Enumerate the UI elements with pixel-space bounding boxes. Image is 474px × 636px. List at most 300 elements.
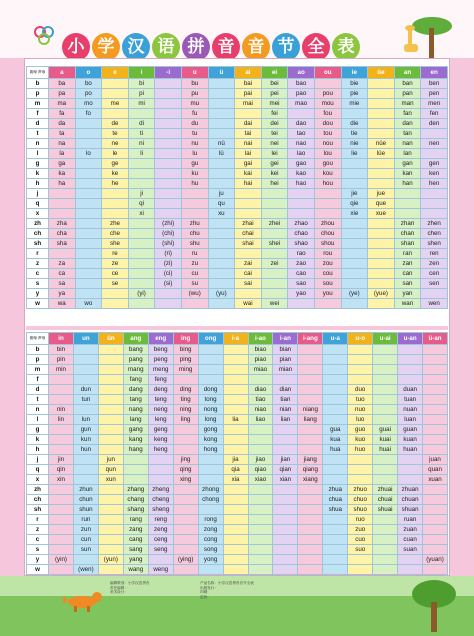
- syllable-cell: [75, 209, 102, 219]
- syllable-cell: [348, 565, 373, 575]
- syllable-cell: [423, 445, 448, 455]
- title-char: 音: [242, 33, 270, 61]
- syllable-cell: [235, 189, 262, 199]
- syllable-cell: [323, 535, 348, 545]
- syllable-cell: [208, 259, 235, 269]
- syllable-cell: zeng: [148, 525, 173, 535]
- syllable-cell: [128, 239, 155, 249]
- syllable-cell: [75, 179, 102, 189]
- syllable-cell: jia: [223, 455, 248, 465]
- table-row: [27, 535, 448, 545]
- syllable-cell: [423, 385, 448, 395]
- syllable-cell: bei: [261, 79, 288, 89]
- syllable-cell: mi: [128, 99, 155, 109]
- table-row: [27, 139, 448, 149]
- syllable-cell: xin: [49, 475, 74, 485]
- syllable-cell: [373, 515, 398, 525]
- syllable-cell: gua: [323, 425, 348, 435]
- syllable-cell: [298, 365, 323, 375]
- syllable-cell: [368, 129, 395, 139]
- syllable-cell: ze: [102, 259, 129, 269]
- syllable-cell: chang: [123, 495, 148, 505]
- syllable-cell: (yun): [98, 555, 123, 565]
- syllable-cell: [73, 345, 98, 355]
- syllable-cell: de: [102, 119, 129, 129]
- syllable-cell: xu: [208, 209, 235, 219]
- syllable-cell: [373, 475, 398, 485]
- syllable-cell: [298, 355, 323, 365]
- initial-cell: n: [27, 405, 49, 415]
- syllable-cell: [223, 435, 248, 445]
- syllable-cell: hun: [73, 445, 98, 455]
- syllable-cell: [423, 345, 448, 355]
- syllable-cell: te: [102, 129, 129, 139]
- syllable-cell: tian: [273, 395, 298, 405]
- syllable-cell: qi: [128, 199, 155, 209]
- syllable-cell: [248, 445, 273, 455]
- syllable-cell: [368, 99, 395, 109]
- syllable-cell: [98, 485, 123, 495]
- syllable-cell: [155, 139, 182, 149]
- poster-header: [0, 0, 474, 58]
- syllable-cell: [49, 425, 74, 435]
- title-char: 学: [92, 33, 120, 61]
- syllable-cell: hong: [198, 445, 223, 455]
- syllable-cell: [273, 425, 298, 435]
- syllable-cell: pu: [181, 89, 208, 99]
- title-char: 拼: [182, 33, 210, 61]
- syllable-cell: fen: [421, 109, 448, 119]
- syllable-cell: pen: [421, 89, 448, 99]
- syllable-cell: [314, 189, 341, 199]
- table-row: [27, 119, 448, 129]
- syllable-cell: [398, 475, 423, 485]
- table-row: [27, 199, 448, 209]
- syllable-cell: [368, 159, 395, 169]
- syllable-cell: wei: [261, 299, 288, 309]
- initial-cell: zh: [27, 485, 49, 495]
- syllable-cell: luo: [348, 415, 373, 425]
- syllable-cell: den: [421, 119, 448, 129]
- syllable-cell: pou: [314, 89, 341, 99]
- syllable-cell: jian: [273, 455, 298, 465]
- syllable-cell: shen: [421, 239, 448, 249]
- initial-cell: b: [27, 345, 49, 355]
- syllable-cell: [423, 435, 448, 445]
- syllable-cell: [198, 345, 223, 355]
- table-row: [27, 299, 448, 309]
- syllable-cell: jun: [98, 455, 123, 465]
- syllable-cell: [49, 375, 74, 385]
- syllable-cell: pin: [49, 355, 74, 365]
- syllable-cell: (wu): [181, 289, 208, 299]
- syllable-cell: dou: [314, 119, 341, 129]
- syllable-cell: ceng: [148, 535, 173, 545]
- syllable-cell: [298, 385, 323, 395]
- syllable-cell: chuan: [398, 495, 423, 505]
- syllable-cell: [398, 375, 423, 385]
- syllable-cell: [102, 79, 129, 89]
- syllable-cell: cang: [123, 535, 148, 545]
- syllable-cell: [323, 475, 348, 485]
- syllable-cell: cheng: [148, 495, 173, 505]
- syllable-cell: [368, 269, 395, 279]
- initial-cell: p: [27, 355, 49, 365]
- syllable-cell: [273, 535, 298, 545]
- syllable-cell: yan: [394, 289, 421, 299]
- syllable-cell: shao: [288, 239, 315, 249]
- syllable-cell: [49, 495, 74, 505]
- initial-cell: c: [27, 535, 49, 545]
- syllable-cell: [373, 565, 398, 575]
- syllable-cell: ran: [394, 249, 421, 259]
- syllable-cell: shuai: [373, 505, 398, 515]
- syllable-cell: tan: [394, 129, 421, 139]
- syllable-cell: cuo: [348, 535, 373, 545]
- initial-cell: p: [27, 89, 49, 99]
- initial-cell: g: [27, 159, 49, 169]
- syllable-cell: [155, 89, 182, 99]
- syllable-cell: [298, 495, 323, 505]
- syllable-cell: kuo: [348, 435, 373, 445]
- syllable-cell: tai: [235, 129, 262, 139]
- syllable-cell: luan: [398, 415, 423, 425]
- syllable-cell: [181, 199, 208, 209]
- syllable-cell: [248, 495, 273, 505]
- syllable-cell: [421, 129, 448, 139]
- syllable-cell: [128, 219, 155, 229]
- title-char: 汉: [122, 33, 150, 61]
- syllable-cell: dei: [261, 119, 288, 129]
- syllable-cell: [373, 415, 398, 425]
- initial-cell: z: [27, 525, 49, 535]
- final-header: o: [75, 67, 102, 79]
- syllable-cell: nang: [123, 405, 148, 415]
- syllable-cell: pao: [288, 89, 315, 99]
- syllable-cell: chai: [235, 229, 262, 239]
- syllable-cell: [98, 525, 123, 535]
- syllable-cell: [273, 495, 298, 505]
- syllable-cell: [75, 249, 102, 259]
- final-header: eng: [148, 333, 173, 345]
- syllable-cell: kun: [73, 435, 98, 445]
- syllable-cell: [398, 455, 423, 465]
- syllable-cell: sao: [288, 279, 315, 289]
- syllable-cell: lüe: [368, 149, 395, 159]
- syllable-cell: [288, 209, 315, 219]
- syllable-cell: [235, 199, 262, 209]
- syllable-cell: kang: [123, 435, 148, 445]
- syllable-cell: [223, 495, 248, 505]
- final-header: u-o: [348, 333, 373, 345]
- syllable-cell: deng: [148, 385, 173, 395]
- syllable-cell: zun: [73, 525, 98, 535]
- syllable-cell: dun: [73, 385, 98, 395]
- syllable-cell: gong: [198, 425, 223, 435]
- table-row: [27, 375, 448, 385]
- syllable-cell: [373, 465, 398, 475]
- syllable-cell: [298, 505, 323, 515]
- syllable-cell: di: [128, 119, 155, 129]
- syllable-cell: tiao: [248, 395, 273, 405]
- syllable-cell: [368, 229, 395, 239]
- syllable-cell: [73, 405, 98, 415]
- syllable-cell: sou: [314, 279, 341, 289]
- syllable-cell: pan: [394, 89, 421, 99]
- syllable-cell: nei: [261, 139, 288, 149]
- syllable-cell: lü: [208, 149, 235, 159]
- initial-cell: j: [27, 189, 49, 199]
- syllable-cell: [223, 395, 248, 405]
- syllable-cell: kua: [323, 435, 348, 445]
- syllable-cell: [208, 169, 235, 179]
- syllable-cell: lian: [273, 415, 298, 425]
- initial-cell: q: [27, 199, 49, 209]
- syllable-cell: [368, 249, 395, 259]
- syllable-cell: kuai: [373, 435, 398, 445]
- syllable-cell: kou: [314, 169, 341, 179]
- syllable-cell: bian: [273, 345, 298, 355]
- syllable-cell: [49, 535, 74, 545]
- syllable-cell: [323, 555, 348, 565]
- syllable-cell: [323, 385, 348, 395]
- syllable-cell: bu: [181, 79, 208, 89]
- syllable-cell: [75, 259, 102, 269]
- syllable-cell: fang: [123, 375, 148, 385]
- syllable-cell: [398, 465, 423, 475]
- syllable-cell: se: [102, 279, 129, 289]
- syllable-cell: [75, 219, 102, 229]
- table-row: [27, 269, 448, 279]
- syllable-cell: ce: [102, 269, 129, 279]
- table-row: [27, 79, 448, 89]
- syllable-cell: dong: [198, 385, 223, 395]
- syllable-cell: ha: [49, 179, 76, 189]
- syllable-cell: [323, 525, 348, 535]
- syllable-cell: mao: [288, 99, 315, 109]
- syllable-table-1: [26, 66, 448, 309]
- syllable-cell: [49, 445, 74, 455]
- syllable-cell: [373, 395, 398, 405]
- syllable-cell: cong: [198, 535, 223, 545]
- syllable-cell: [181, 209, 208, 219]
- syllable-cell: ling: [173, 415, 198, 425]
- syllable-cell: jin: [49, 455, 74, 465]
- syllable-cell: juan: [423, 455, 448, 465]
- initial-cell: m: [27, 365, 49, 375]
- syllable-cell: qiao: [248, 465, 273, 475]
- syllable-cell: bi: [128, 79, 155, 89]
- syllable-cell: [373, 455, 398, 465]
- syllable-cell: [348, 555, 373, 565]
- syllable-cell: wan: [394, 299, 421, 309]
- syllable-cell: [155, 119, 182, 129]
- syllable-cell: zou: [314, 259, 341, 269]
- syllable-cell: [128, 109, 155, 119]
- syllable-cell: re: [102, 249, 129, 259]
- syllable-cell: fu: [181, 109, 208, 119]
- syllable-cell: lu: [181, 149, 208, 159]
- syllable-cell: po: [75, 89, 102, 99]
- syllable-cell: ni: [128, 139, 155, 149]
- syllable-cell: [273, 515, 298, 525]
- syllable-cell: yao: [288, 289, 315, 299]
- syllable-cell: ka: [49, 169, 76, 179]
- syllable-cell: [98, 535, 123, 545]
- syllable-cell: [314, 209, 341, 219]
- syllable-cell: [373, 535, 398, 545]
- syllable-cell: zai: [235, 259, 262, 269]
- syllable-cell: gan: [394, 159, 421, 169]
- syllable-cell: shan: [394, 239, 421, 249]
- table-row: [27, 395, 448, 405]
- table-row: [27, 435, 448, 445]
- syllable-cell: [273, 545, 298, 555]
- syllable-cell: (ying): [173, 555, 198, 565]
- syllable-cell: [298, 435, 323, 445]
- syllable-cell: [248, 525, 273, 535]
- syllable-cell: [373, 355, 398, 365]
- final-header: i-an: [273, 333, 298, 345]
- syllable-cell: qiang: [298, 465, 323, 475]
- syllable-cell: chen: [421, 229, 448, 239]
- syllable-cell: gao: [288, 159, 315, 169]
- syllable-cell: [49, 395, 74, 405]
- syllable-cell: you: [314, 289, 341, 299]
- syllable-cell: [208, 219, 235, 229]
- title-char: 小: [62, 33, 90, 61]
- syllable-cell: [423, 355, 448, 365]
- syllable-cell: [261, 199, 288, 209]
- syllable-cell: [223, 345, 248, 355]
- syllable-cell: [298, 425, 323, 435]
- initial-cell: d: [27, 119, 49, 129]
- syllable-cell: [173, 515, 198, 525]
- syllable-cell: [223, 375, 248, 385]
- syllable-cell: ba: [49, 79, 76, 89]
- syllable-cell: [298, 485, 323, 495]
- syllable-cell: [323, 415, 348, 425]
- syllable-cell: [148, 455, 173, 465]
- syllable-cell: chuo: [348, 495, 373, 505]
- syllable-cell: ca: [49, 269, 76, 279]
- final-header: üe: [368, 67, 395, 79]
- table-row: [27, 545, 448, 555]
- syllable-cell: nai: [235, 139, 262, 149]
- syllable-cell: [173, 425, 198, 435]
- tree-illustration: [404, 578, 460, 634]
- syllable-cell: [261, 209, 288, 219]
- initial-cell: l: [27, 415, 49, 425]
- syllable-cell: liang: [298, 415, 323, 425]
- title-char: 音: [212, 33, 240, 61]
- syllable-cell: (yi): [128, 289, 155, 299]
- initial-cell: t: [27, 129, 49, 139]
- syllable-cell: [75, 119, 102, 129]
- syllable-cell: dian: [273, 385, 298, 395]
- initial-cell: n: [27, 139, 49, 149]
- syllable-cell: [123, 465, 148, 475]
- final-header: u: [181, 67, 208, 79]
- syllable-cell: [323, 545, 348, 555]
- syllable-cell: me: [102, 99, 129, 109]
- syllable-cell: [394, 189, 421, 199]
- syllable-cell: suo: [348, 545, 373, 555]
- syllable-cell: cai: [235, 269, 262, 279]
- syllable-cell: [398, 345, 423, 355]
- syllable-cell: [208, 179, 235, 189]
- syllable-cell: shai: [235, 239, 262, 249]
- syllable-cell: [323, 465, 348, 475]
- table-row: [27, 475, 448, 485]
- syllable-cell: kao: [288, 169, 315, 179]
- syllable-cell: shua: [323, 505, 348, 515]
- syllable-cell: nüe: [368, 139, 395, 149]
- corner-cell: 韵母 声母: [27, 333, 49, 345]
- syllable-cell: nou: [314, 139, 341, 149]
- syllable-cell: [198, 565, 223, 575]
- syllable-cell: zha: [49, 219, 76, 229]
- syllable-cell: wa: [49, 299, 76, 309]
- syllable-cell: shun: [73, 505, 98, 515]
- logo-icon: [33, 24, 55, 46]
- syllable-cell: [128, 159, 155, 169]
- syllable-cell: bang: [123, 345, 148, 355]
- syllable-cell: huo: [348, 445, 373, 455]
- syllable-cell: qun: [98, 465, 123, 475]
- syllable-cell: zao: [288, 259, 315, 269]
- syllable-cell: weng: [148, 565, 173, 575]
- footer-info-left: [110, 581, 150, 595]
- syllable-cell: lei: [261, 149, 288, 159]
- syllable-cell: [173, 375, 198, 385]
- syllable-cell: [298, 375, 323, 385]
- syllable-cell: wen: [421, 299, 448, 309]
- syllable-cell: chun: [73, 495, 98, 505]
- syllable-cell: [208, 129, 235, 139]
- initial-cell: r: [27, 249, 49, 259]
- syllable-cell: [261, 269, 288, 279]
- syllable-cell: zhong: [198, 485, 223, 495]
- syllable-cell: tuo: [348, 395, 373, 405]
- syllable-cell: [98, 355, 123, 365]
- syllable-cell: jue: [368, 189, 395, 199]
- syllable-cell: [128, 169, 155, 179]
- syllable-cell: ga: [49, 159, 76, 169]
- syllable-cell: [423, 415, 448, 425]
- syllable-cell: [398, 365, 423, 375]
- syllable-cell: ruo: [348, 515, 373, 525]
- syllable-cell: [75, 239, 102, 249]
- syllable-cell: rang: [123, 515, 148, 525]
- syllable-cell: zhen: [421, 219, 448, 229]
- syllable-cell: dai: [235, 119, 262, 129]
- syllable-cell: [298, 525, 323, 535]
- table-row: [27, 355, 448, 365]
- syllable-cell: [155, 209, 182, 219]
- syllable-cell: nian: [273, 405, 298, 415]
- syllable-cell: [368, 169, 395, 179]
- syllable-cell: [223, 525, 248, 535]
- syllable-cell: [75, 289, 102, 299]
- syllable-cell: [223, 355, 248, 365]
- syllable-cell: biao: [248, 345, 273, 355]
- syllable-cell: [323, 355, 348, 365]
- syllable-cell: gen: [421, 159, 448, 169]
- syllable-cell: ru: [181, 249, 208, 259]
- syllable-cell: zang: [123, 525, 148, 535]
- syllable-cell: [341, 219, 368, 229]
